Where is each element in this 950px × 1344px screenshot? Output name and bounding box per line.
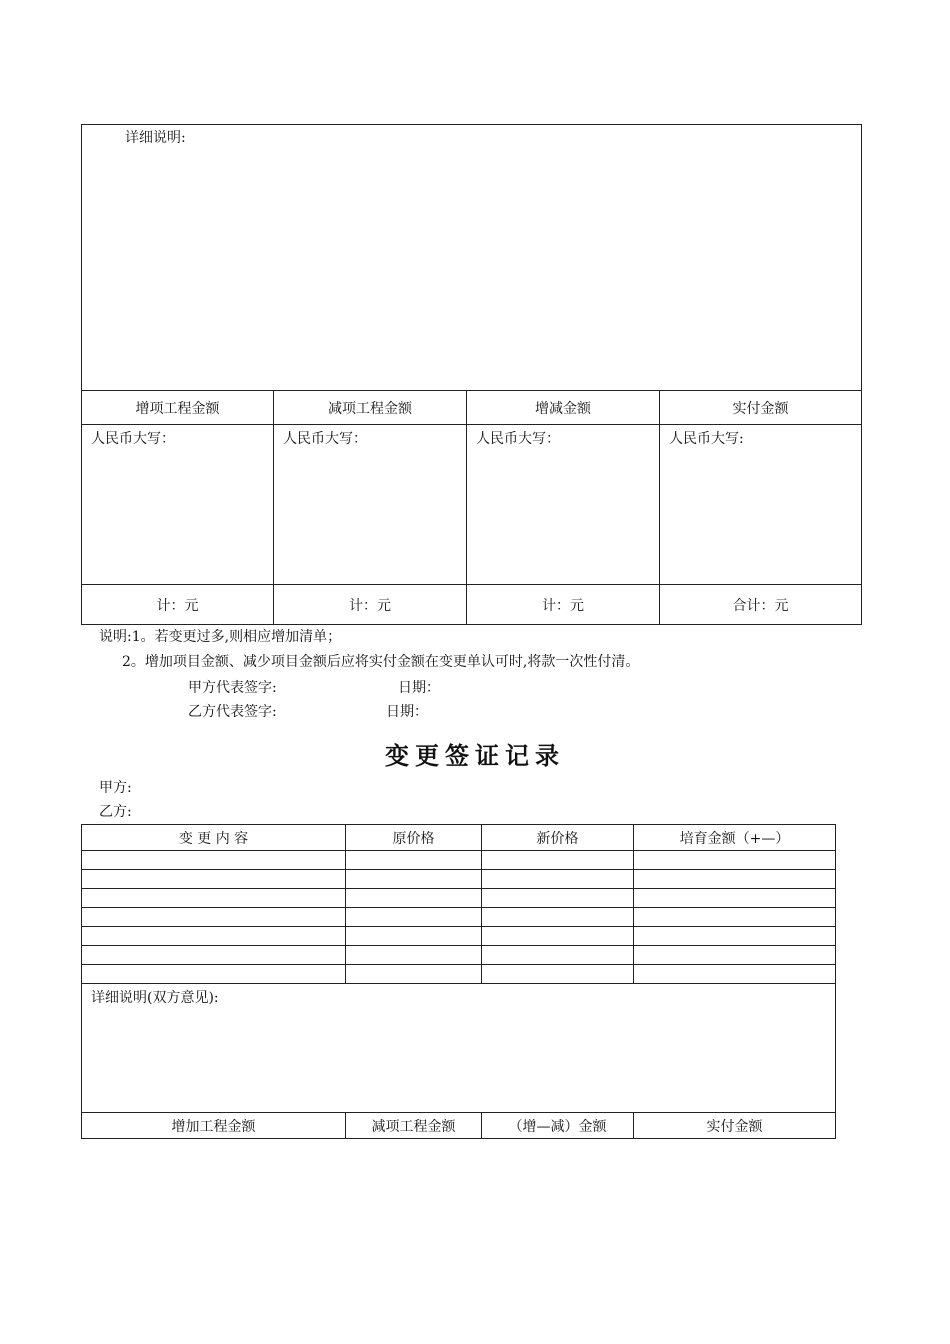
table-row	[82, 927, 836, 946]
note-line-1: 说明:1。若变更过多,则相应增加清单；	[99, 629, 342, 645]
party-a-label: 甲方:	[99, 780, 132, 796]
table-cell	[346, 965, 482, 984]
note-line-2: 2。增加项目金额、减少项目金额后应将实付金额在变更单认可时,将款一次性付清。	[122, 654, 640, 670]
table-row	[82, 870, 836, 889]
rmb-cell-1	[82, 425, 274, 585]
rmb-label: 人民币大写：	[91, 431, 175, 447]
total-cell-3: 计：元	[467, 585, 660, 625]
grand-total-cell: 合计：元	[660, 585, 862, 625]
table-cell	[482, 946, 634, 965]
table-cell	[82, 870, 346, 889]
table-cell	[634, 851, 836, 870]
header-net-change-amount: 增减金额	[467, 391, 660, 425]
party-b-signature-label: 乙方代表签字:	[188, 704, 277, 720]
change-record-table	[81, 824, 836, 1139]
rmb-label: 人民币大写：	[283, 431, 367, 447]
header-change-content: 变 更 内 容	[82, 825, 346, 851]
table-row	[82, 851, 836, 870]
footer-actual-paid-amount: 实付金额	[634, 1113, 836, 1139]
table-cell	[634, 908, 836, 927]
table-cell	[482, 927, 634, 946]
rmb-cell-2	[274, 425, 467, 585]
detail-description-cell	[82, 125, 862, 391]
footer-net-amount: （增—减）金额	[482, 1113, 634, 1139]
table-row	[82, 889, 836, 908]
table-cell	[634, 965, 836, 984]
header-actual-paid-amount: 实付金额	[660, 391, 862, 425]
party-b-date-label: 日期：	[386, 704, 428, 720]
table-row	[82, 965, 836, 984]
header-decrease-amount: 减项工程金额	[274, 391, 467, 425]
table-cell	[634, 946, 836, 965]
table-cell	[346, 851, 482, 870]
table-cell	[82, 908, 346, 927]
table-cell	[346, 870, 482, 889]
table-cell	[482, 889, 634, 908]
table-cell	[82, 851, 346, 870]
table-cell	[482, 908, 634, 927]
rmb-cell-3	[467, 425, 660, 585]
table-cell	[346, 927, 482, 946]
header-new-price: 新价格	[482, 825, 634, 851]
header-adjusted-amount: 培育金额（+—）	[634, 825, 836, 851]
table-cell	[82, 889, 346, 908]
page-title: 变更签证记录	[385, 741, 565, 770]
total-cell-1: 计：元	[82, 585, 274, 625]
rmb-label: 人民币大写：	[476, 431, 560, 447]
amount-table	[81, 124, 862, 625]
total-cell-2: 计：元	[274, 585, 467, 625]
table-row	[82, 946, 836, 965]
mutual-opinion-cell	[82, 984, 836, 1113]
header-increase-amount: 增项工程金额	[82, 391, 274, 425]
rmb-cell-4	[660, 425, 862, 585]
detail-description-label: 详细说明:	[125, 130, 186, 146]
party-a-date-label: 日期：	[398, 680, 440, 696]
table-cell	[82, 946, 346, 965]
footer-increase-amount: 增加工程金额	[82, 1113, 346, 1139]
party-a-signature-label: 甲方代表签字:	[188, 680, 277, 696]
table-row	[82, 908, 836, 927]
table-cell	[634, 927, 836, 946]
header-original-price: 原价格	[346, 825, 482, 851]
footer-decrease-amount: 减项工程金额	[346, 1113, 482, 1139]
table-cell	[82, 965, 346, 984]
table-cell	[346, 889, 482, 908]
table-cell	[482, 965, 634, 984]
rmb-label: 人民币大写:	[669, 431, 744, 447]
mutual-opinion-label: 详细说明(双方意见):	[91, 990, 219, 1006]
table-cell	[346, 908, 482, 927]
table-cell	[482, 870, 634, 889]
party-b-label: 乙方:	[99, 804, 132, 820]
table-cell	[482, 851, 634, 870]
table-cell	[634, 889, 836, 908]
table-cell	[82, 927, 346, 946]
table-cell	[346, 946, 482, 965]
table-cell	[634, 870, 836, 889]
